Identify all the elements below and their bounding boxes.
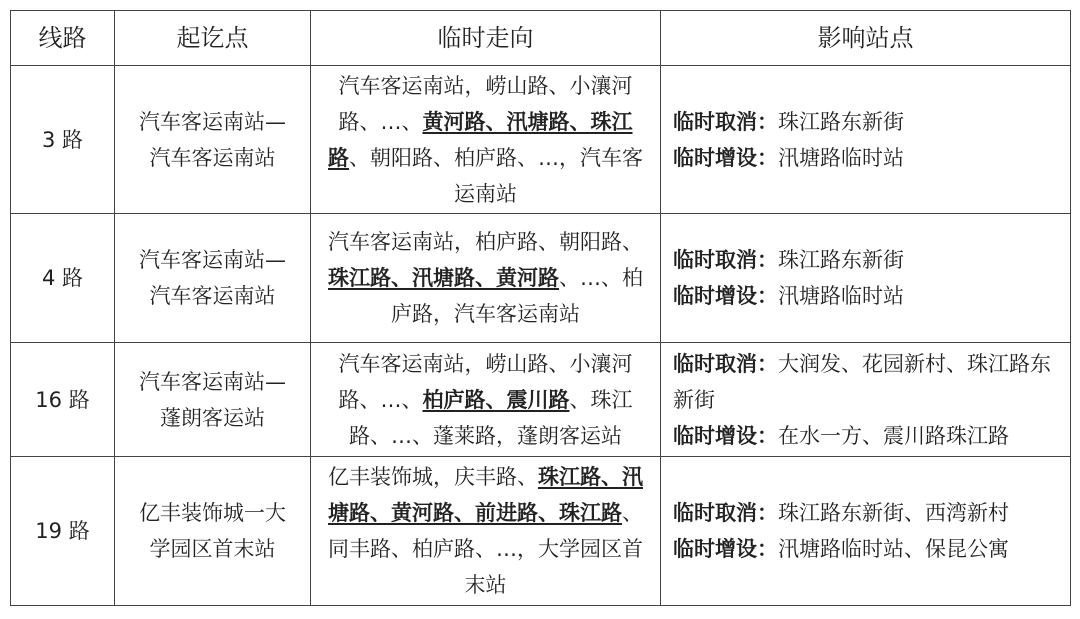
route-change-table bbox=[10, 10, 1071, 606]
cancel-label: 临时取消： bbox=[673, 351, 778, 376]
cancel-value: 大润发、花园新村、珠江路东新街 bbox=[673, 351, 1051, 412]
table-row bbox=[11, 214, 1071, 343]
add-line bbox=[673, 531, 1058, 567]
add-line bbox=[673, 418, 1058, 454]
direction-text: 汽车客运南站，柏庐路、朝阳路、 bbox=[328, 230, 643, 254]
direction-text: 汽车客运南站，崂山路、小瀼河路、…、 bbox=[338, 73, 633, 134]
affected-stops-cell bbox=[661, 457, 1071, 606]
route-number: 3 路 bbox=[11, 66, 115, 214]
affected-stops-cell bbox=[661, 214, 1071, 343]
terminal-line: 学园区首末站 bbox=[149, 537, 276, 561]
direction-highlight: 柏庐路、震川路 bbox=[422, 387, 570, 412]
route-number: 4 路 bbox=[11, 214, 115, 343]
add-value: 汛塘路临时站 bbox=[778, 284, 904, 308]
header-affected-stops: 影响站点 bbox=[661, 11, 1071, 66]
terminal-line: 汽车客运南站 bbox=[149, 145, 276, 170]
add-label: 临时增设： bbox=[673, 145, 778, 170]
cancel-line bbox=[673, 346, 1058, 418]
affected-stops-cell bbox=[661, 66, 1071, 214]
cancel-label: 临时取消： bbox=[673, 501, 778, 525]
table-row bbox=[11, 457, 1071, 606]
add-label: 临时增设： bbox=[673, 423, 778, 448]
header-terminals: 起讫点 bbox=[115, 11, 311, 66]
header-route: 线路 bbox=[11, 11, 115, 66]
direction-text: 、…、柏庐路，汽车客运南站 bbox=[391, 266, 643, 326]
direction-highlight: 黄河路、汛塘路、珠江路 bbox=[328, 109, 633, 170]
direction-text: 、珠江路、…、蓬莱路，蓬朗客运站 bbox=[349, 387, 633, 448]
terminal-line: 汽车客运南站 bbox=[149, 284, 276, 308]
direction-cell bbox=[311, 214, 661, 343]
direction-cell bbox=[311, 66, 661, 214]
cancel-line bbox=[673, 495, 1058, 531]
cancel-value: 珠江路东新街 bbox=[778, 248, 904, 272]
add-label: 临时增设： bbox=[673, 537, 778, 561]
route-number: 19 路 bbox=[11, 457, 115, 606]
terminal-line: 汽车客运南站— bbox=[139, 369, 286, 394]
table-row bbox=[11, 66, 1071, 214]
direction-text: 汽车客运南站，崂山路、小瀼河路、…、 bbox=[338, 351, 633, 412]
terminal-line: 亿丰装饰城一大 bbox=[139, 501, 286, 525]
header-temp-direction: 临时走向 bbox=[311, 11, 661, 66]
header-row bbox=[11, 11, 1071, 66]
terminals-cell bbox=[115, 214, 311, 343]
direction-text: 、同丰路、柏庐路、…，大学园区首末站 bbox=[328, 501, 643, 597]
add-line bbox=[673, 140, 1058, 176]
terminals-cell bbox=[115, 66, 311, 214]
terminal-line: 汽车客运南站— bbox=[139, 109, 286, 134]
direction-highlight: 珠江路、汛塘路、黄河路、前进路、珠江路 bbox=[328, 465, 643, 525]
terminal-line: 蓬朗客运站 bbox=[160, 405, 265, 430]
cancel-value: 珠江路东新街 bbox=[778, 109, 904, 134]
table-row bbox=[11, 343, 1071, 457]
cancel-label: 临时取消： bbox=[673, 248, 778, 272]
cancel-line bbox=[673, 104, 1058, 140]
direction-cell bbox=[311, 457, 661, 606]
direction-highlight: 珠江路、汛塘路、黄河路 bbox=[328, 266, 559, 290]
terminal-line: 汽车客运南站— bbox=[139, 248, 286, 272]
add-value: 汛塘路临时站、保昆公寓 bbox=[778, 537, 1009, 561]
add-line bbox=[673, 278, 1058, 314]
cancel-value: 珠江路东新街、西湾新村 bbox=[778, 501, 1009, 525]
terminals-cell bbox=[115, 457, 311, 606]
add-value: 汛塘路临时站 bbox=[778, 145, 904, 170]
affected-stops-cell bbox=[661, 343, 1071, 457]
cancel-label: 临时取消： bbox=[673, 109, 778, 134]
terminals-cell bbox=[115, 343, 311, 457]
direction-cell bbox=[311, 343, 661, 457]
add-label: 临时增设： bbox=[673, 284, 778, 308]
add-value: 在水一方、震川路珠江路 bbox=[778, 423, 1009, 448]
direction-text: 、朝阳路、柏庐路、…，汽车客运南站 bbox=[349, 145, 643, 206]
cancel-line bbox=[673, 242, 1058, 278]
direction-text: 亿丰装饰城，庆丰路、 bbox=[328, 465, 538, 489]
route-number: 16 路 bbox=[11, 343, 115, 457]
